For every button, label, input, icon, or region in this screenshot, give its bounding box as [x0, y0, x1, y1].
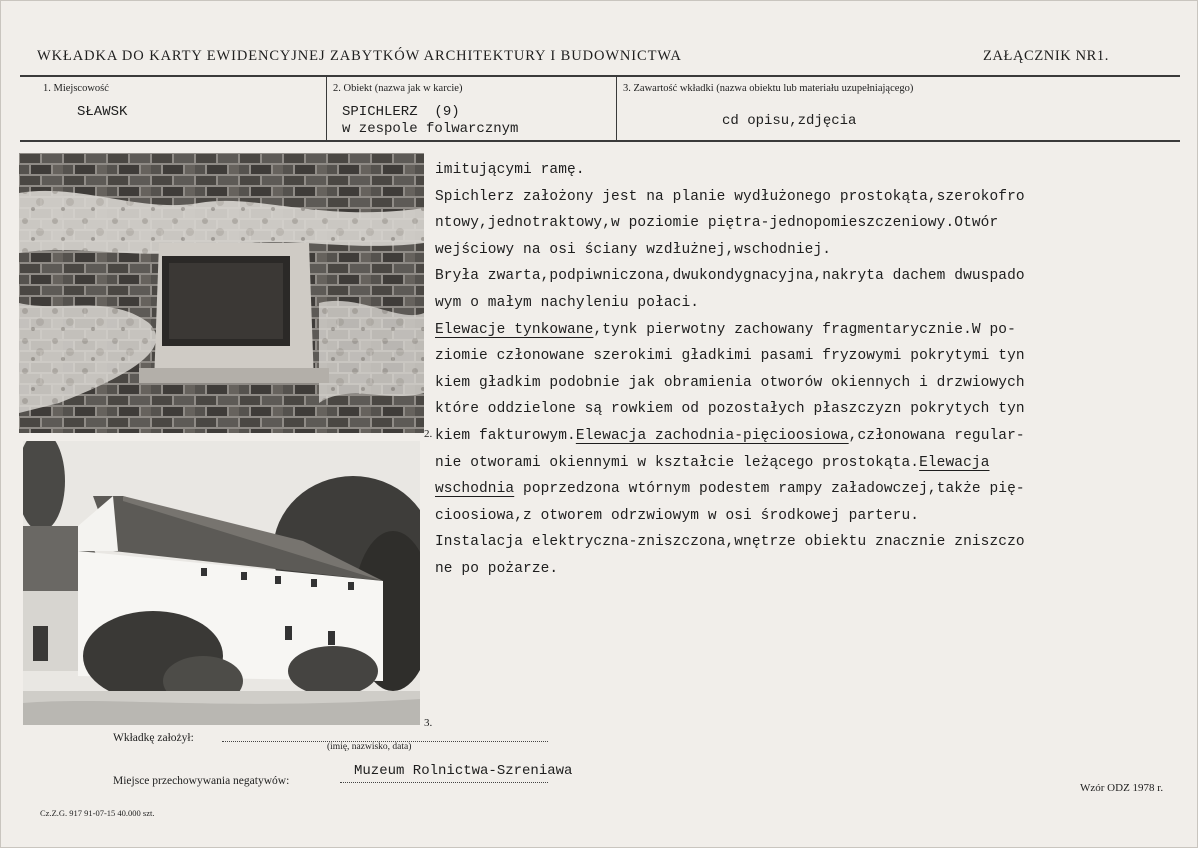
header-divider-2	[616, 76, 617, 140]
description-fragment: poprzedzona wtórnym podestem rampy załadowczej,także pię-	[514, 481, 1025, 498]
description-line: ziomie członowane szerokimi gładkimi pasami fryzowymi pokrytymi tyn	[435, 348, 1025, 365]
description-line: cioosiowa,z otworem odrzwiowym w osi środkowej parteru.	[435, 507, 920, 524]
description-line: ntowy,jednotraktowy,w poziomie piętra-jednopomieszczeniowy.Otwór	[435, 215, 999, 232]
field-zawartosc-value: cd opisu,zdjęcia	[722, 113, 857, 129]
description-line: imitującymi ramę.	[435, 162, 585, 178]
annex-number: ZAŁĄCZNIK NR1.	[983, 48, 1109, 64]
description-fragment: nie otworami okiennymi w kształcie leżącego prostokąta.	[435, 454, 920, 471]
description-text	[435, 157, 1135, 583]
header-rule-top	[20, 75, 1180, 77]
print-info: Cz.Z.G. 917 91-07-15 40.000 szt.	[40, 808, 155, 818]
description-fragment: kiem fakturowym.	[435, 427, 576, 444]
photo-granary-building	[23, 441, 420, 725]
header-divider-1	[326, 76, 327, 140]
header-rule-bottom	[20, 140, 1180, 142]
description-line: wym o małym nachyleniu połaci.	[435, 294, 700, 311]
description-line: kiem gładkim podobnie jak obramienia otworów okiennych i drzwiowych	[435, 374, 1025, 391]
description-fragment: ,członowana regular-	[848, 427, 1025, 444]
granary-image	[23, 441, 420, 725]
negatives-label: Miejsce przechowywania negatywów:	[113, 775, 290, 787]
description-fragment: ,tynk pierwotny zachowany fragmentarycznie.W po-	[593, 321, 1016, 338]
underlined-heading: Elewacja	[919, 454, 990, 471]
field-obiekt-value-line1: SPICHLERZ (9)	[342, 104, 460, 120]
underlined-heading: Elewacje tynkowane	[435, 321, 594, 338]
description-line	[435, 476, 1135, 503]
underlined-heading: wschodnia	[435, 481, 515, 498]
description-line	[435, 423, 1135, 450]
negatives-value: Muzeum Rolnictwa-Szreniawa	[354, 763, 573, 779]
field-miejscowosc-label: 1. Miejscowość	[43, 83, 109, 94]
form-model: Wzór ODZ 1978 r.	[1080, 782, 1164, 794]
description-line: Bryła zwarta,podpiwniczona,dwukondygnacyjna,nakryta dachem dwuspado	[435, 268, 1025, 285]
photo-1-number: 2.	[424, 428, 433, 440]
founder-label: Wkładkę założył:	[113, 732, 194, 744]
photo-2-number: 3.	[424, 717, 433, 729]
negatives-dotted-line	[340, 782, 548, 783]
description-line: Spichlerz założony jest na planie wydłużonego prostokąta,szerokofro	[435, 188, 1025, 205]
document-title: WKŁADKA DO KARTY EWIDENCYJNEJ ZABYTKÓW ARCHITEKTURY I BUDOWNICTWA	[37, 48, 682, 64]
description-line: wejściowy na osi ściany wzdłużnej,wschodniej.	[435, 241, 832, 258]
photo-window-detail	[19, 153, 424, 433]
field-obiekt-label: 2. Obiekt (nazwa jak w karcie)	[333, 83, 463, 94]
description-line	[435, 450, 1135, 477]
brick-wall-image	[19, 153, 424, 433]
underlined-heading: Elewacja zachodnia-pięcioosiowa	[575, 427, 849, 444]
founder-hint: (imię, nazwisko, data)	[327, 742, 412, 752]
field-miejscowosc-value: SŁAWSK	[77, 104, 128, 120]
field-zawartosc-label: 3. Zawartość wkładki (nazwa obiektu lub materiału uzupełniającego)	[623, 83, 914, 94]
description-line: ne po pożarze.	[435, 560, 559, 577]
field-obiekt-value-line2: w zespole folwarcznym	[342, 121, 519, 137]
description-line	[435, 317, 1135, 344]
description-line: Instalacja elektryczna-zniszczona,wnętrze obiektu znacznie zniszczo	[435, 534, 1025, 551]
description-line: które oddzielone są rowkiem od pozostałych płaszczyzn pokrytych tyn	[435, 401, 1025, 418]
